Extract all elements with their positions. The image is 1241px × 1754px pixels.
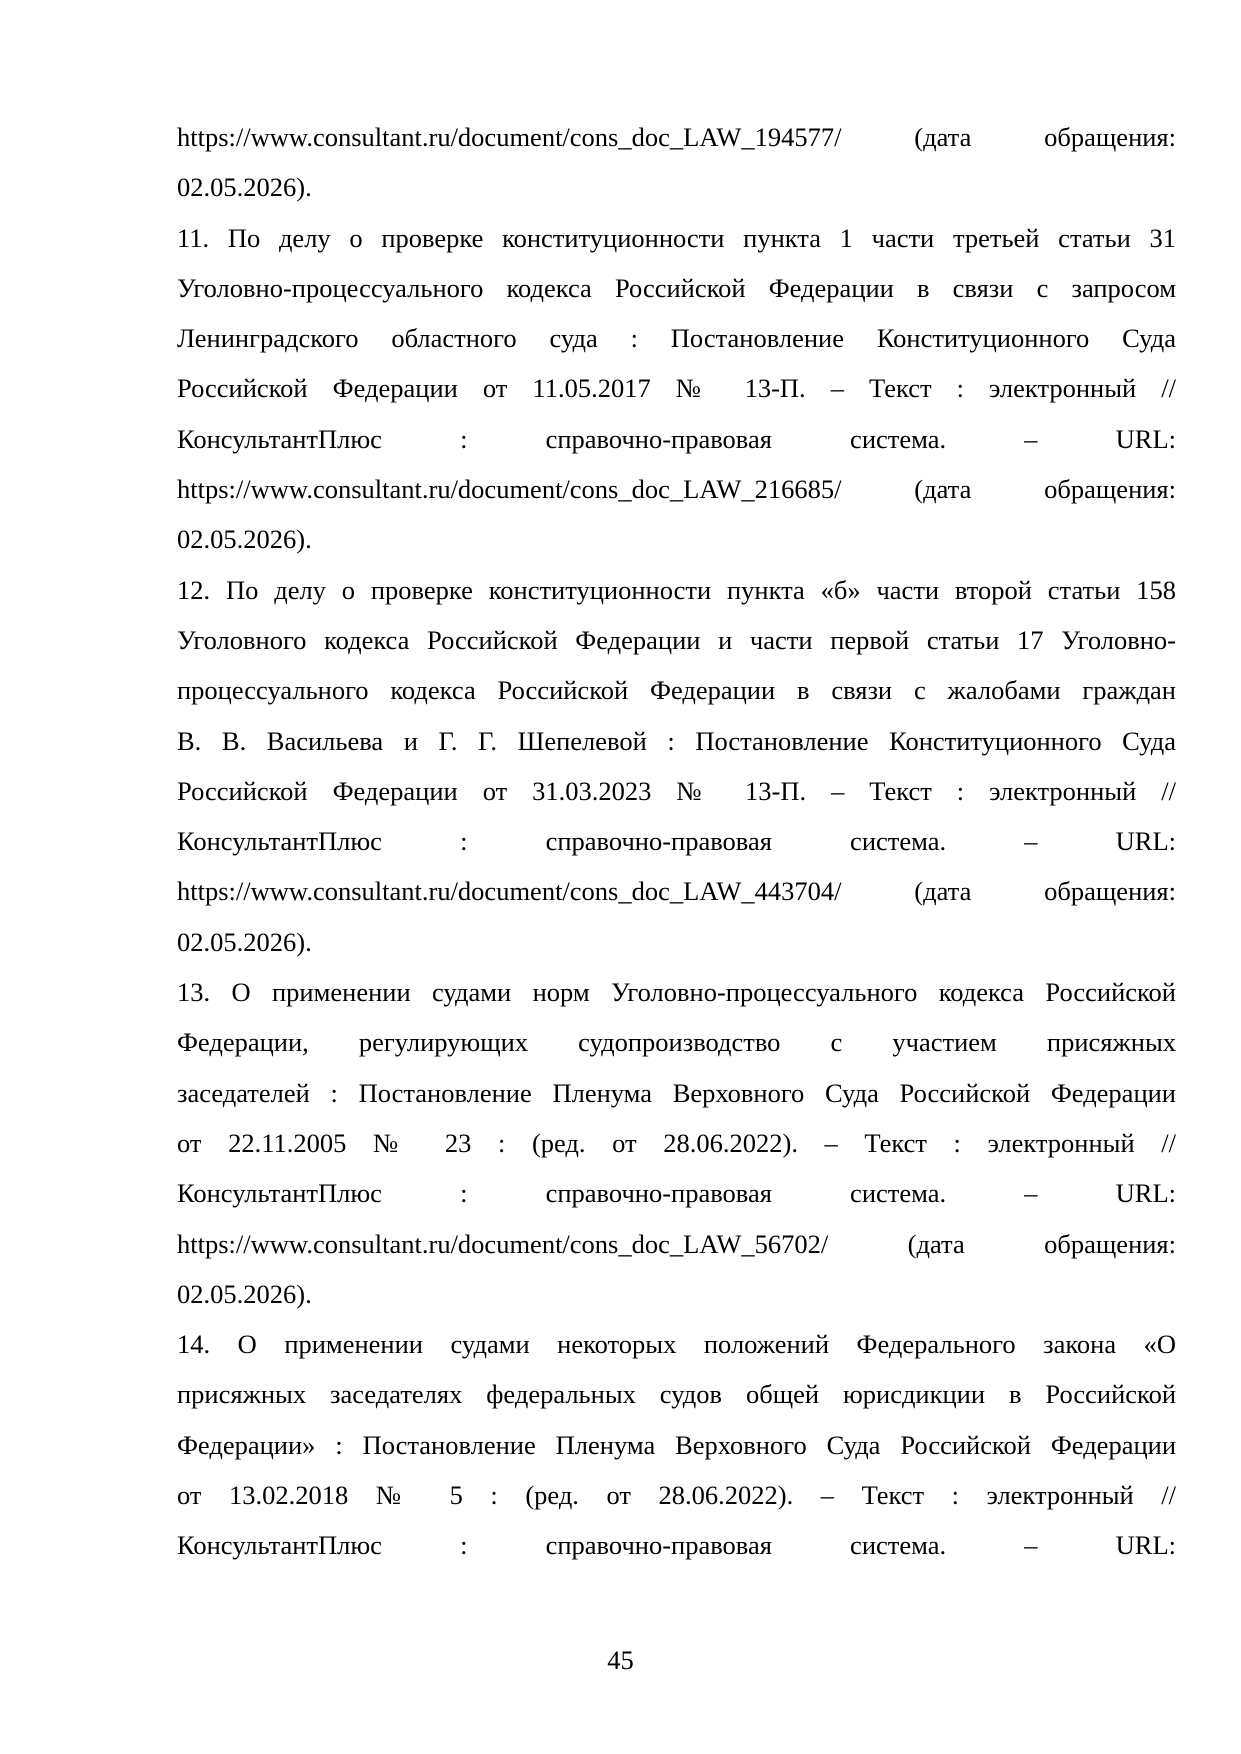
- text-line: Российской Федерации от 31.03.2023 № 13-П. – Текст : электронный //: [177, 775, 1176, 806]
- text-line: 13. О применении судами норм Уголовно-процессуального кодекса Российской: [177, 977, 1176, 1008]
- text-line: от 22.11.2005 № 23 : (ред. от 28.06.2022). – Текст : электронный //: [177, 1127, 1176, 1158]
- text-line: 14. О применении судами некоторых положений Федерального закона «О: [177, 1329, 1176, 1360]
- text-line: заседателей : Постановление Пленума Верховного Суда Российской Федерации: [177, 1077, 1176, 1108]
- text-line: процессуального кодекса Российской Федерации в связи с жалобами граждан: [177, 675, 1176, 706]
- text-line: КонсультантПлюс : справочно-правовая система. – URL:: [177, 1530, 1176, 1561]
- text-line: https://www.consultant.ru/document/cons_doc_LAW_216685/ (дата обращения:: [177, 474, 1176, 505]
- text-line: Уголовно-процессуального кодекса Российской Федерации в связи с запросом: [177, 272, 1176, 303]
- text-line: 02.05.2026).: [177, 172, 312, 203]
- text-line: КонсультантПлюс : справочно-правовая система. – URL:: [177, 826, 1176, 857]
- text-line: присяжных заседателях федеральных судов общей юрисдикции в Российской: [177, 1379, 1176, 1410]
- text-line: 12. По делу о проверке конституционности пункта «б» части второй статьи 158: [177, 574, 1176, 605]
- text-line: Ленинградского областного суда : Постановление Конституционного Суда: [177, 323, 1176, 354]
- page-number: 45: [607, 1645, 634, 1675]
- text-line: https://www.consultant.ru/document/cons_doc_LAW_56702/ (дата обращения:: [177, 1228, 1176, 1259]
- text-line: Уголовного кодекса Российской Федерации и части первой статьи 17 Уголовно-: [177, 624, 1176, 655]
- text-line: 02.05.2026).: [177, 524, 312, 555]
- text-line: 02.05.2026).: [177, 1278, 312, 1309]
- text-line: https://www.consultant.ru/document/cons_doc_LAW_194577/ (дата обращения:: [177, 122, 1176, 152]
- bibliography-text: [177, 112, 1176, 1571]
- text-line: Российской Федерации от 11.05.2017 № 13-П. – Текст : электронный //: [177, 373, 1176, 404]
- text-line: от 13.02.2018 № 5 : (ред. от 28.06.2022). – Текст : электронный //: [177, 1480, 1176, 1511]
- text-line: КонсультантПлюс : справочно-правовая система. – URL:: [177, 423, 1176, 454]
- text-line: Федерации» : Постановление Пленума Верховного Суда Российской Федерации: [177, 1429, 1176, 1460]
- text-line: 02.05.2026).: [177, 926, 312, 957]
- text-line: КонсультантПлюс : справочно-правовая система. – URL:: [177, 1178, 1176, 1209]
- text-line: https://www.consultant.ru/document/cons_doc_LAW_443704/ (дата обращения:: [177, 876, 1176, 907]
- text-line: 11. По делу о проверке конституционности пункта 1 части третьей статьи 31: [177, 222, 1176, 253]
- text-line: В. В. Васильева и Г. Г. Шепелевой : Постановление Конституционного Суда: [177, 725, 1176, 756]
- text-line: Федерации, регулирующих судопроизводство с участием присяжных: [177, 1027, 1176, 1058]
